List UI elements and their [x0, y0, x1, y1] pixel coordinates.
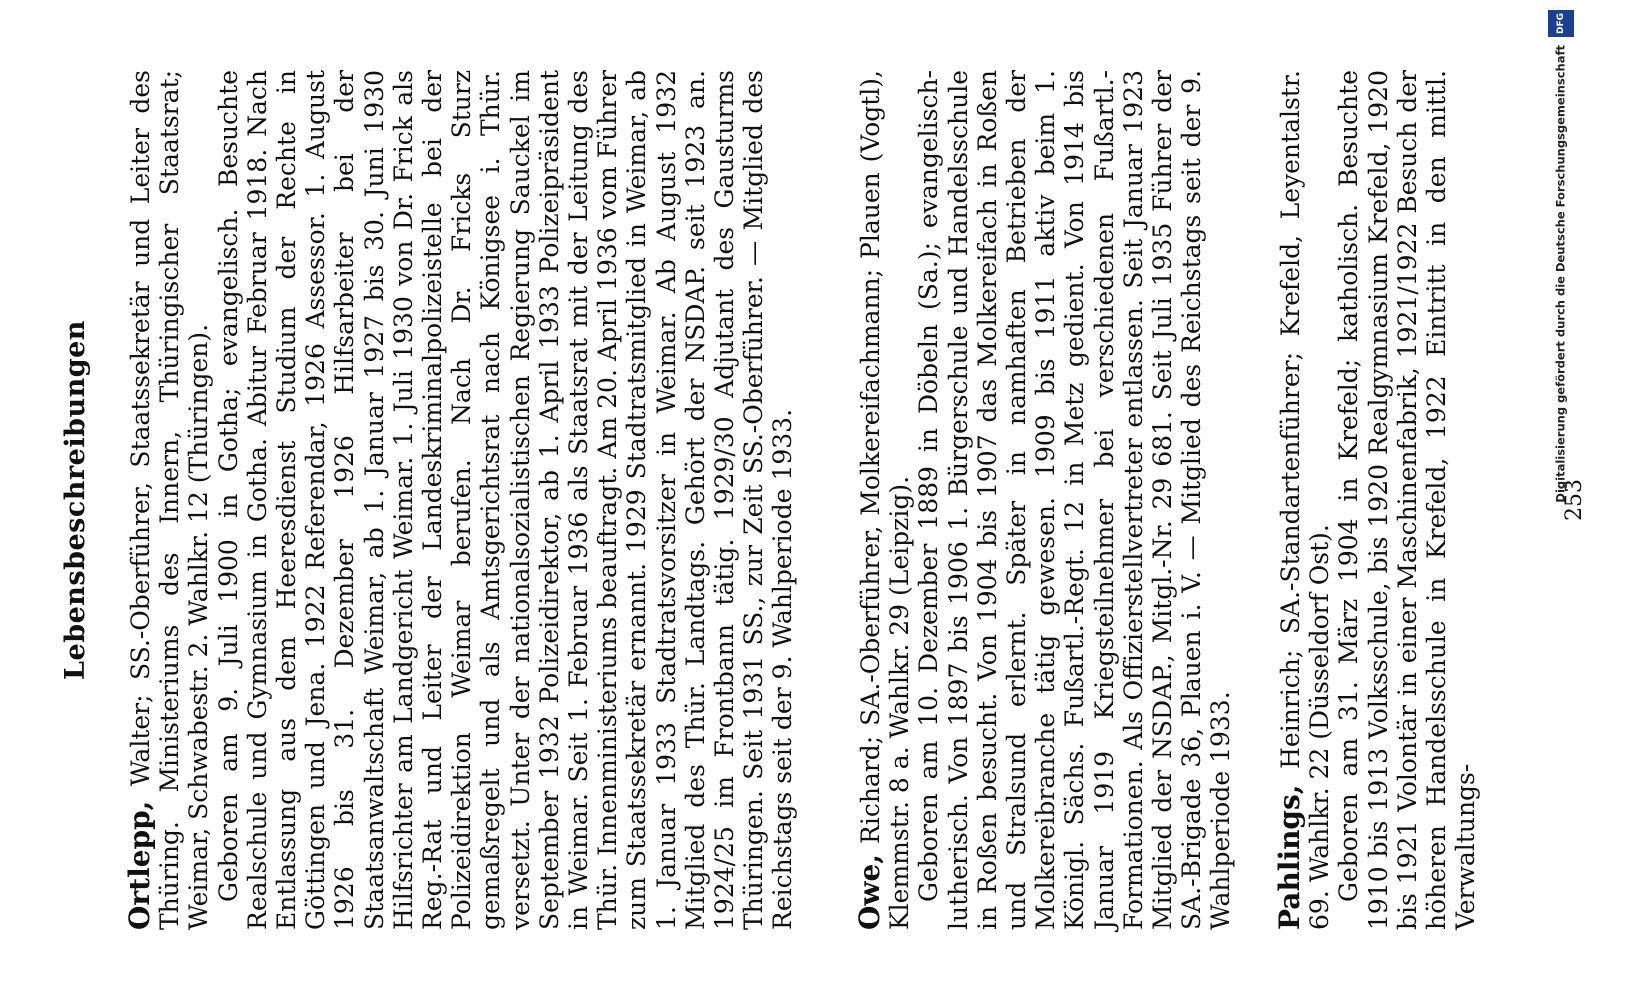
biography-entry-owe	[855, 70, 1236, 930]
entry-name: Owe,	[853, 853, 886, 930]
entry-paragraph: Geboren am 9. Juli 1900 in Gotha; evangelisch. Besuchte Realschule und Gymnasium in Gotha. Abitur Februar 1918. Nach Entlassung aus dem Heeresdienst Studium der Rechte in Göttingen und Jena. 1922 Referendar, 1926 Assessor. 1. August 1926 bis 31. Dezember 1926 Hilfsarbeiter bei der Staatsanwaltschaft Weimar, ab 1. Januar 1927 bis 30. Juni 1930 Hilfsrichter am Landgericht Weimar. 1. Juli 1930 von Dr. Frick als Reg.-Rat und Leiter der Landeskriminalpolizeistelle bei der Polizeidirektion Weimar berufen. Nach Dr. Fricks Sturz gemaßregelt und als Amtsgerichtsrat nach Königsee i. Thür. versetzt. Unter der nationalsozialistischen Regierung Sauckel im September 1932 Polizeidirektor, ab 1. April 1933 Polizeipräsident in Weimar. Seit 1. Februar 1936 als Staatsrat mit der Leitung des Thür. Innenministeriums beauftragt. Am 20. April 1936 vom Führer zum Staatssekretär ernannt. 1929 Stadtratsmitglied in Weimar, ab 1. Januar 1933 Stadtratsvorsitzer in Weimar. Ab August 1932 Mitglied des Thür. Landtags. Gehört der NSDAP. seit 1923 an. 1924/25 im Frontbann tätig. 1929/30 Adjutant des Gausturms Thüringen. Seit 1931 SS., zur Zeit SS.-Oberführer. — Mitglied des Reichstags seit der 9. Wahlperiode 1933.	[213, 70, 798, 930]
entry-name: Ortlepp,	[123, 800, 156, 930]
entry-heading-text: Walter; SS.-Oberführer, Staatssekretär und Leiter des Thüring. Ministeriums des Innern, Thüringischer Staatsrat; Weimar, Schwabestr. 2. Wahlkr. 12 (Thüringen).	[126, 70, 214, 930]
entry-paragraph: Geboren am 10. Dezember 1889 in Döbeln (Sa.); evangelisch-lutherisch. Von 1897 bis 1906 1. Bürgerschule und Handelsschule in Roßen besucht. Von 1904 bis 1907 das Molkereifach in Roßen und Stralsund erlernt. Später in namhaften Betrieben der Molkereibranche tätig gewesen. 1909 bis 1911 aktiv beim 1. Königl. Sächs. Fußartl.-Regt. 12 in Metz gedient. Von 1914 bis Januar 1919 Kriegsteilnehmer bei verschiedenen Fußartl.-Formationen. Als Offizierstellvertreter entlassen. Seit Januar 1923 Mitglied der NSDAP., Mitgl.-Nr. 29 681. Seit Juli 1935 Führer der SA.-Brigade 36, Plauen i. V. — Mitglied des Reichstags seit der 9. Wahlperiode 1933.	[914, 70, 1236, 930]
entry-name: Pahlings,	[1273, 784, 1306, 930]
entry-heading-text: Richard; SA.-Oberführer, Molkereifachmann; Plauen (Vogtl), Klemmstr. 8 a. Wahlkr. 29 (Leipzig).	[856, 70, 915, 930]
dfg-logo: DFG	[1548, 10, 1574, 37]
entry-heading-text: Heinrich; SA.-Standartenführer; Krefeld, Leyentalstr. 69. Wahlkr. 22 (Düsseldorf Ost).	[1276, 70, 1335, 930]
digitization-note	[1548, 10, 1578, 940]
page-header: Lebensbeschreibungen	[60, 320, 91, 680]
page-number: 253	[1562, 479, 1587, 521]
biography-entry-ortlepp	[125, 70, 798, 930]
entry-paragraph: Geboren am 31. März 1904 in Krefeld; katholisch. Besuchte 1910 bis 1913 Volksschule, bis 1920 Realgymnasium Krefeld, 1920 bis 1921 Volontär in einer Maschinenfabrik, 1921/1922 Besuch der höheren Handelsschule in Krefeld, 1922 Eintritt in den mittl. Verwaltungs-	[1334, 70, 1481, 930]
digitization-note-text: Digitalisierung gefördert durch die Deutsche Forschungsgemeinschaft	[1553, 45, 1568, 503]
biography-entry-pahlings	[1275, 70, 1480, 930]
